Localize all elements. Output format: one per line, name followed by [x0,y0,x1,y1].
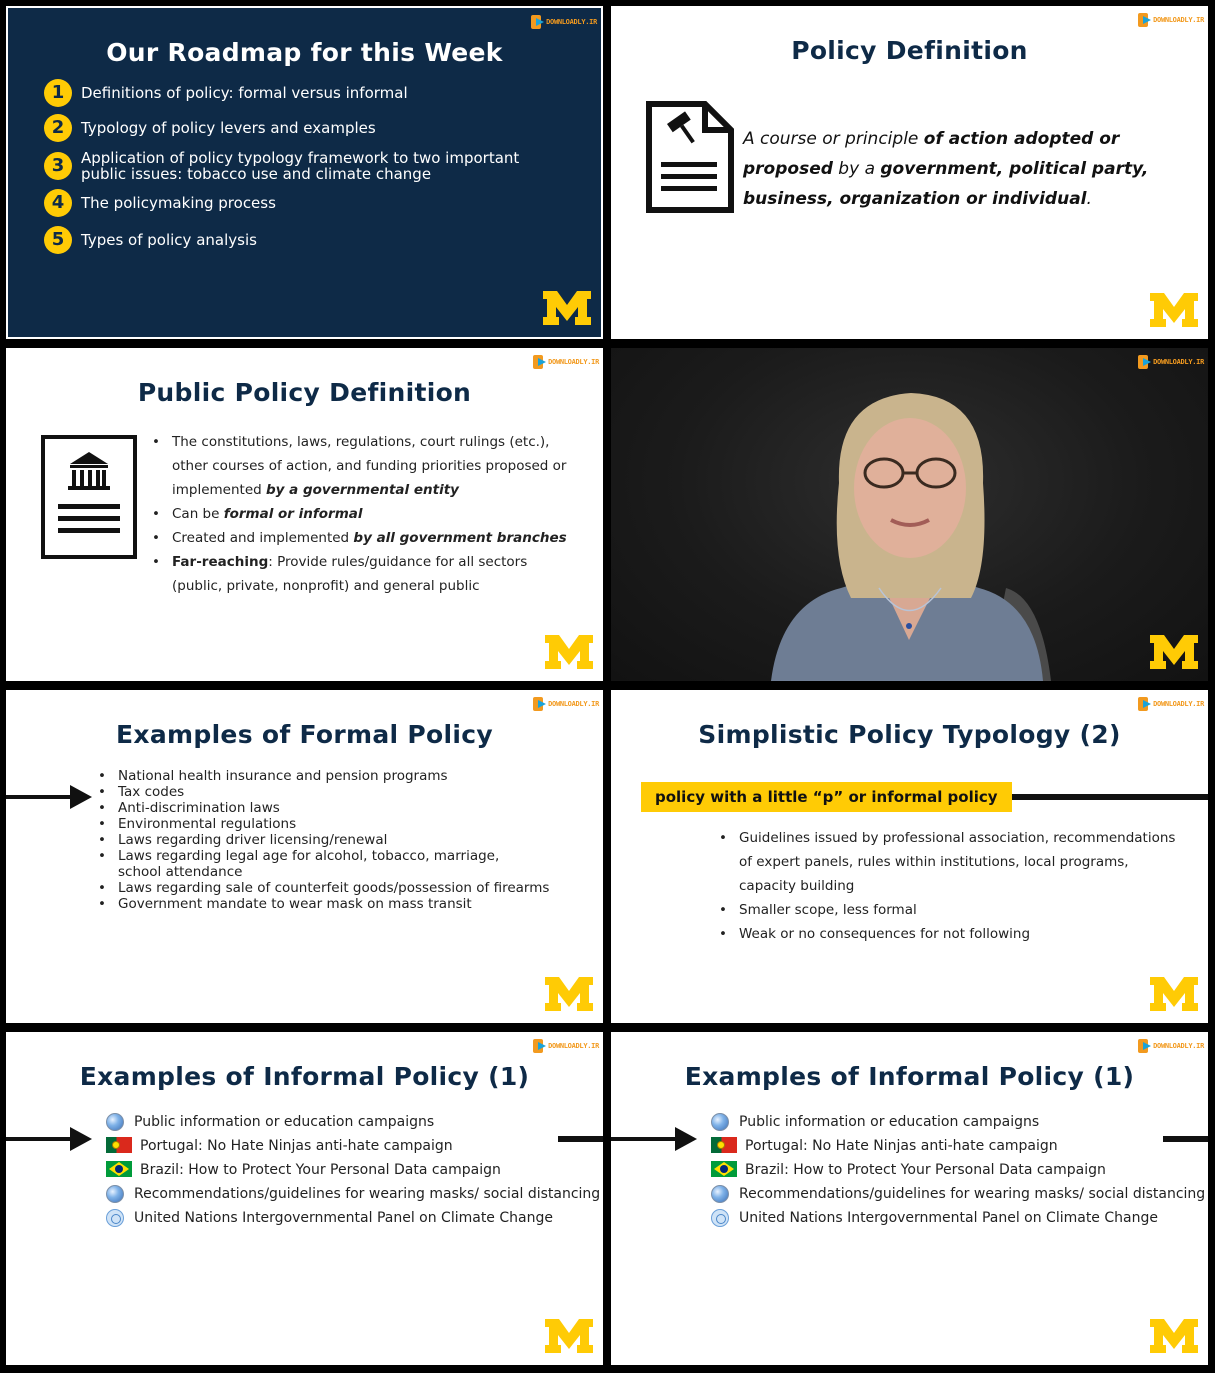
list-item: • Can be formal or informal [152,502,592,526]
number-badge: 1 [44,79,72,107]
michigan-block-m-logo [545,977,593,1011]
watermark-logo: DOWNLOADLY.IR [1138,354,1204,370]
watermark-logo: DOWNLOADLY.IR [1138,1038,1204,1054]
definition-text: A course or principle of action adopted or proposed by a government, political party, business, organization or individual. [743,129,1149,209]
roadmap-item-3 [44,150,519,182]
brazil-flag-icon [711,1161,737,1177]
watermark-logo: DOWNLOADLY.IR [1138,696,1204,712]
number-badge: 3 [44,152,72,180]
list-item: • Weak or no consequences for not following [719,922,1189,946]
roadmap-item-1 [44,79,408,107]
portugal-flag-icon [711,1137,737,1153]
presenter-figure [611,348,1208,681]
public-policy-bullets [152,430,592,598]
roadmap-item-text: Definitions of policy: formal versus informal [81,84,408,102]
list-item: Brazil: How to Protect Your Personal Data campaign [106,1158,600,1182]
pointer-arrow-icon [611,1137,683,1141]
portugal-flag-icon [106,1137,132,1153]
downloadly-icon [533,1039,547,1053]
downloadly-icon [533,697,547,711]
list-item: • Laws regarding sale of counterfeit goods/possession of firearms [98,880,578,896]
slide-policy-definition [611,6,1208,339]
globe-icon [711,1113,729,1131]
downloadly-icon [1138,355,1152,369]
brazil-flag-icon [106,1161,132,1177]
divider-line [991,794,1208,800]
downloadly-icon [1138,697,1152,711]
slide-title: Examples of Formal Policy [116,720,493,749]
michigan-block-m-logo [545,635,593,669]
roadmap-item-text: The policymaking process [81,194,276,212]
list-item: • Laws regarding legal age for alcohol, tobacco, marriage, school attendance [98,848,578,880]
roadmap-item-text: Application of policy typology framework to two important [81,149,520,167]
list-item: Portugal: No Hate Ninjas anti-hate campaign [106,1134,600,1158]
michigan-block-m-logo [1150,635,1198,669]
downloadly-icon [531,15,545,29]
formal-policy-list [98,768,578,912]
downloadly-icon [1138,13,1152,27]
government-document-icon [40,434,138,560]
list-item: United Nations Intergovernmental Panel on Climate Change [711,1206,1205,1230]
watermark-logo: DOWNLOADLY.IR [1138,12,1204,28]
slide-title: Examples of Informal Policy (1) [684,1062,1135,1091]
list-item: • The constitutions, laws, regulations, court rulings (etc.), other courses of action, and funding priorities proposed or implemented by a governmental entity [152,430,592,502]
number-badge: 4 [44,189,72,217]
slide-title: Public Policy Definition [137,378,472,407]
slide-title: Examples of Informal Policy (1) [79,1062,530,1091]
michigan-block-m-logo [1150,977,1198,1011]
michigan-block-m-logo [545,1319,593,1353]
number-badge: 5 [44,226,72,254]
list-item: Public information or education campaigns [711,1110,1205,1134]
watermark-logo: DOWNLOADLY.IR [533,1038,599,1054]
downloadly-icon [1138,1039,1152,1053]
pointer-arrow-icon [6,795,78,799]
roadmap-item-5 [44,226,257,254]
globe-icon [106,1185,124,1203]
downloadly-icon [533,355,547,369]
michigan-block-m-logo [1150,1319,1198,1353]
typology-bullets [719,826,1189,946]
list-item: • Guidelines issued by professional association, recommendations of expert panels, rules within institutions, local programs, capacity building [719,826,1189,898]
list-item: Recommendations/guidelines for wearing masks/ social distancing [711,1182,1205,1206]
slide-title: Our Roadmap for this Week [106,38,503,67]
list-item: Recommendations/guidelines for wearing masks/ social distancing [106,1182,600,1206]
michigan-block-m-logo [543,291,591,325]
slide-formal-policy-examples [6,690,603,1023]
list-item: • Smaller scope, less formal [719,898,1189,922]
slide-title: Policy Definition [791,36,1028,65]
slide-roadmap [6,6,603,339]
slide-policy-typology [611,690,1208,1023]
watermark-logo: DOWNLOADLY.IR [533,354,599,370]
slide-title: Simplistic Policy Typology (2) [698,720,1121,749]
pointer-arrow-icon [6,1137,78,1141]
slide-informal-policy-examples-b [611,1032,1208,1365]
roadmap-item-text: Typology of policy levers and examples [81,119,376,137]
document-gavel-icon [645,100,735,214]
list-item: Public information or education campaigns [106,1110,600,1134]
presenter-video-frame [611,348,1208,681]
list-item: • Laws regarding driver licensing/renewal [98,832,578,848]
slide-public-policy-definition [6,348,603,681]
michigan-block-m-logo [1150,293,1198,327]
list-item: United Nations Intergovernmental Panel on Climate Change [106,1206,600,1230]
roadmap-item-2 [44,114,376,142]
list-item: • Environmental regulations [98,816,578,832]
un-emblem-icon [711,1209,729,1227]
watermark-logo: DOWNLOADLY.IR [531,14,597,30]
number-badge: 2 [44,114,72,142]
list-item: • Tax codes [98,784,578,800]
un-emblem-icon [106,1209,124,1227]
roadmap-item-text: Types of policy analysis [81,231,257,249]
roadmap-item-text-cont: public issues: tobacco use and climate change [81,165,432,183]
list-item: • Government mandate to wear mask on mass transit [98,896,578,912]
list-item: Brazil: How to Protect Your Personal Data campaign [711,1158,1205,1182]
informal-policy-banner: policy with a little “p” or informal policy [641,782,1012,812]
globe-icon [106,1113,124,1131]
slide-informal-policy-examples-a [6,1032,603,1365]
informal-policy-list [711,1110,1205,1230]
list-item: • National health insurance and pension programs [98,768,578,784]
list-item: • Anti-discrimination laws [98,800,578,816]
roadmap-item-4 [44,189,276,217]
list-item: • Far-reaching: Provide rules/guidance for all sectors (public, private, nonprofit) and general public [152,550,592,598]
informal-policy-list [106,1110,600,1230]
list-item: Portugal: No Hate Ninjas anti-hate campaign [711,1134,1205,1158]
globe-icon [711,1185,729,1203]
list-item: • Created and implemented by all government branches [152,526,592,550]
watermark-logo: DOWNLOADLY.IR [533,696,599,712]
